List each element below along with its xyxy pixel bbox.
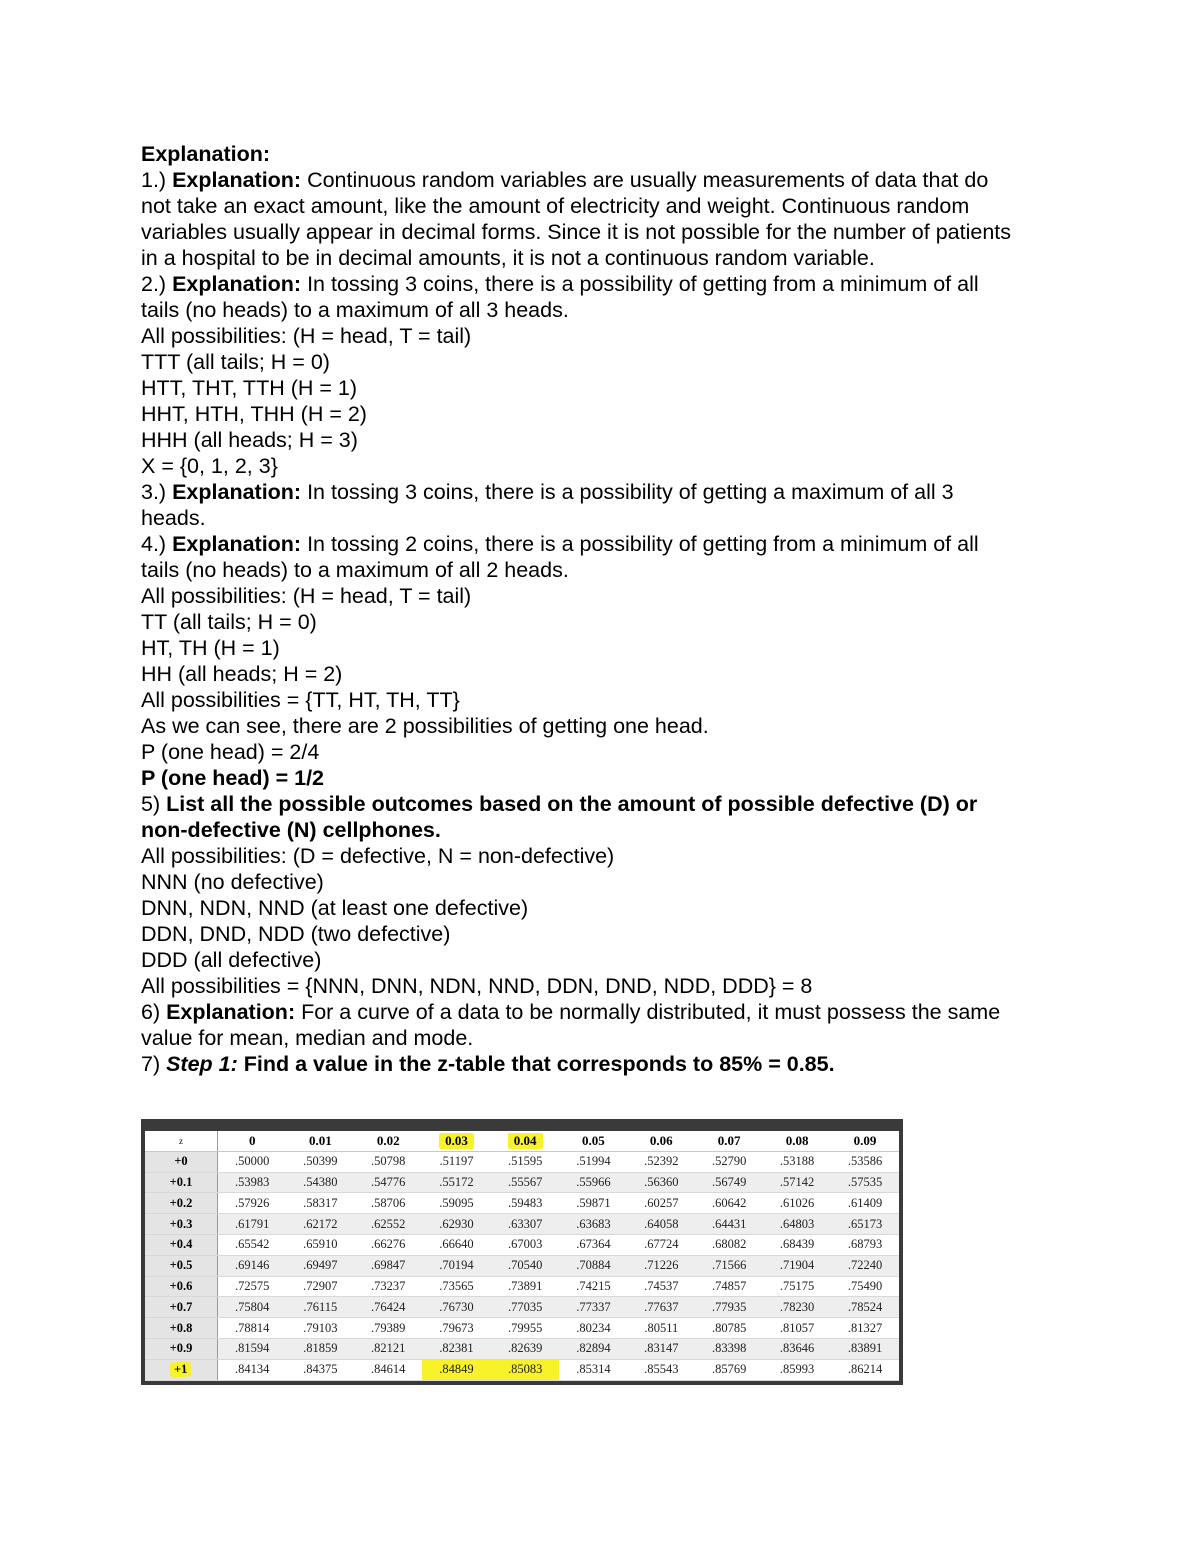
- row-header-label: +0.7: [169, 1299, 193, 1314]
- text-segment: HH (all heads; H = 2): [141, 662, 343, 686]
- z-table-cell: .70540: [491, 1255, 560, 1276]
- z-table-row-header: [145, 1338, 218, 1359]
- text-segment-bold: [166, 1052, 238, 1076]
- z-table-row-header: [145, 1234, 218, 1255]
- z-table-row-header: [145, 1172, 218, 1193]
- text-line: [141, 921, 1071, 947]
- z-table-cell: .61791: [218, 1214, 287, 1235]
- z-table-cell: .52392: [627, 1151, 695, 1172]
- text-segment: not take an exact amount, like the amount of electricity and weight. Continuous random: [141, 194, 970, 218]
- text-line: [141, 219, 1071, 245]
- text-line: [141, 609, 1071, 635]
- z-table-cell: .62172: [286, 1214, 354, 1235]
- z-table-column-header: [559, 1131, 627, 1151]
- column-header-label: 0.01: [308, 1132, 332, 1148]
- z-table-row: [145, 1151, 899, 1172]
- z-table-cell: .83398: [695, 1338, 763, 1359]
- text-line: [141, 661, 1071, 687]
- z-table-cell: .68082: [695, 1234, 763, 1255]
- z-table-cell: .78230: [763, 1297, 831, 1318]
- z-table-row-header: [145, 1359, 218, 1380]
- z-table-cell: .72907: [286, 1276, 354, 1297]
- text-segment: DDD (all defective): [141, 948, 322, 972]
- text-segment: All possibilities = {TT, HT, TH, TT}: [141, 688, 460, 712]
- text-segment: heads.: [141, 506, 206, 530]
- text-segment: in a hospital to be in decimal amounts, it is not a continuous random variable.: [141, 246, 875, 270]
- text-line: [141, 765, 1071, 791]
- z-table-cell: .86214: [831, 1359, 899, 1380]
- column-header-label: 0.06: [649, 1132, 673, 1148]
- column-header-label: 0.07: [717, 1132, 741, 1148]
- text-segment: HHT, HTH, THH (H = 2): [141, 402, 367, 426]
- z-table-cell: .85314: [559, 1359, 627, 1380]
- text-line: [141, 323, 1071, 349]
- z-table-row: [145, 1359, 899, 1380]
- z-table-cell: .82894: [559, 1338, 627, 1359]
- z-table-row: [145, 1214, 899, 1235]
- z-table-cell: .66276: [354, 1234, 422, 1255]
- z-table-cell: .70194: [422, 1255, 491, 1276]
- text-segment-bold: Explanation:: [172, 480, 302, 504]
- text-line: [141, 687, 1071, 713]
- text-segment-bold: Explanation:: [166, 1000, 296, 1024]
- z-table-cell: .61026: [763, 1193, 831, 1214]
- text-line: [141, 557, 1071, 583]
- text-line: [141, 999, 1071, 1025]
- z-table-body: [145, 1151, 899, 1380]
- z-table-cell: .63307: [491, 1214, 560, 1235]
- z-table-cell: .76115: [286, 1297, 354, 1318]
- z-table-image: [141, 1119, 903, 1385]
- row-header-label: +0: [174, 1154, 188, 1169]
- z-table-cell: .57926: [218, 1193, 287, 1214]
- z-table-cell: .77337: [559, 1297, 627, 1318]
- z-table: [145, 1131, 899, 1381]
- z-table-cell: .82381: [422, 1338, 491, 1359]
- z-table-cell: .79103: [286, 1318, 354, 1339]
- text-segment: 5): [141, 792, 167, 816]
- text-line: [141, 141, 1071, 167]
- text-segment-bold: Explanation:: [141, 142, 271, 166]
- z-table-cell: .65542: [218, 1234, 287, 1255]
- z-table-cell: .78524: [831, 1297, 899, 1318]
- z-table-column-header: [218, 1131, 287, 1151]
- z-table-cell: .58317: [286, 1193, 354, 1214]
- z-table-row-header: [145, 1193, 218, 1214]
- text-segment-bold: Explanation:: [172, 272, 302, 296]
- z-table-cell: .72240: [831, 1255, 899, 1276]
- z-table-cell: .59483: [491, 1193, 560, 1214]
- z-table-row-header: [145, 1214, 218, 1235]
- z-table-cell: .67724: [627, 1234, 695, 1255]
- z-table-cell: .77035: [491, 1297, 560, 1318]
- z-table-cell: .82639: [491, 1338, 560, 1359]
- z-table-cell: .50798: [354, 1151, 422, 1172]
- z-table-cell: .80234: [559, 1318, 627, 1339]
- z-table-corner: z: [145, 1131, 218, 1151]
- z-table-cell: .81057: [763, 1318, 831, 1339]
- text-segment: Step 1:: [166, 1052, 238, 1076]
- z-table-column-header: [491, 1131, 560, 1151]
- z-table-row: [145, 1338, 899, 1359]
- z-table-cell: .74215: [559, 1276, 627, 1297]
- z-table-cell: .85543: [627, 1359, 695, 1380]
- z-table-cell: .60257: [627, 1193, 695, 1214]
- z-table-cell: .77935: [695, 1297, 763, 1318]
- z-table-cell: .76424: [354, 1297, 422, 1318]
- row-header-label: +0.2: [169, 1195, 193, 1210]
- z-table-cell: .80785: [695, 1318, 763, 1339]
- z-table-row: [145, 1234, 899, 1255]
- z-table-cell: .55172: [422, 1172, 491, 1193]
- text-segment: X = {0, 1, 2, 3}: [141, 454, 278, 478]
- z-table-row: [145, 1318, 899, 1339]
- z-table-row-header: [145, 1276, 218, 1297]
- text-segment: In tossing 2 coins, there is a possibility of getting from a minimum of all: [301, 532, 979, 556]
- text-segment-bold: Find a value in the z-table that corresponds to 85% = 0.85.: [237, 1052, 835, 1076]
- z-table-cell: .72575: [218, 1276, 287, 1297]
- z-table-cell: .62930: [422, 1214, 491, 1235]
- z-table-cell: .85993: [763, 1359, 831, 1380]
- z-table-cell: .71904: [763, 1255, 831, 1276]
- row-header-label: +0.8: [169, 1320, 193, 1335]
- z-table-cell: .84614: [354, 1359, 422, 1380]
- text-segment: As we can see, there are 2 possibilities of getting one head.: [141, 714, 709, 738]
- text-segment: All possibilities: (H = head, T = tail): [141, 584, 472, 608]
- text-segment: P (one head) = 2/4: [141, 740, 320, 764]
- z-table-cell: .69497: [286, 1255, 354, 1276]
- z-table-cell: .65173: [831, 1214, 899, 1235]
- text-segment: All possibilities = {NNN, DNN, NDN, NND, DDN, DND, NDD, DDD} = 8: [141, 974, 813, 998]
- z-table-cell: .81327: [831, 1318, 899, 1339]
- z-table-cell: .63683: [559, 1214, 627, 1235]
- z-table-cell: .52790: [695, 1151, 763, 1172]
- z-table-cell: .57535: [831, 1172, 899, 1193]
- text-segment: 7): [141, 1052, 167, 1076]
- z-table-column-header: [831, 1131, 899, 1151]
- z-table-cell: .64431: [695, 1214, 763, 1235]
- row-header-label: +1: [170, 1362, 192, 1378]
- text-line: [141, 973, 1071, 999]
- z-table-top-bar: [145, 1123, 899, 1131]
- z-table-cell: .81594: [218, 1338, 287, 1359]
- z-table-cell: .53188: [763, 1151, 831, 1172]
- z-table-cell: .70884: [559, 1255, 627, 1276]
- text-segment: In tossing 3 coins, there is a possibility of getting a maximum of all 3: [301, 480, 954, 504]
- text-segment: tails (no heads) to a maximum of all 3 heads.: [141, 298, 569, 322]
- z-table-cell: .50000: [218, 1151, 287, 1172]
- row-header-label: +0.1: [169, 1174, 193, 1189]
- text-segment: All possibilities: (D = defective, N = non-defective): [141, 844, 615, 868]
- z-table-cell: .55567: [491, 1172, 560, 1193]
- text-line: [141, 895, 1071, 921]
- row-header-label: +0.5: [169, 1258, 193, 1273]
- text-line: [141, 479, 1071, 505]
- column-header-label: 0.04: [508, 1133, 543, 1149]
- text-line: [141, 401, 1071, 427]
- z-table-cell: .75175: [763, 1276, 831, 1297]
- text-line: [141, 271, 1071, 297]
- text-segment: TT (all tails; H = 0): [141, 610, 317, 634]
- z-table-cell: .74857: [695, 1276, 763, 1297]
- z-table-cell: .71566: [695, 1255, 763, 1276]
- text-segment-bold: Explanation:: [172, 168, 302, 192]
- text-segment: For a curve of a data to be normally distributed, it must possess the same: [295, 1000, 1001, 1024]
- text-segment: value for mean, median and mode.: [141, 1026, 474, 1050]
- z-table-cell: .65910: [286, 1234, 354, 1255]
- z-table-row-header: [145, 1151, 218, 1172]
- text-line: [141, 791, 1071, 817]
- text-segment: DNN, NDN, NND (at least one defective): [141, 896, 529, 920]
- z-table-cell: .83646: [763, 1338, 831, 1359]
- z-table-cell: .66640: [422, 1234, 491, 1255]
- text-line: [141, 869, 1071, 895]
- text-segment: tails (no heads) to a maximum of all 2 heads.: [141, 558, 569, 582]
- text-line: [141, 1051, 1071, 1077]
- z-table-cell: .84375: [286, 1359, 354, 1380]
- z-table-row: [145, 1193, 899, 1214]
- z-table-cell: .73237: [354, 1276, 422, 1297]
- z-table-row: [145, 1297, 899, 1318]
- z-table-cell: .79389: [354, 1318, 422, 1339]
- z-table-cell: .85769: [695, 1359, 763, 1380]
- z-table-cell: .69146: [218, 1255, 287, 1276]
- z-table-cell: .55966: [559, 1172, 627, 1193]
- z-table-column-header: [763, 1131, 831, 1151]
- text-line: [141, 375, 1071, 401]
- z-table-cell: .68793: [831, 1234, 899, 1255]
- text-segment: DDN, DND, NDD (two defective): [141, 922, 451, 946]
- z-table-cell: .59095: [422, 1193, 491, 1214]
- z-table-row-header: [145, 1318, 218, 1339]
- z-table-row-header: [145, 1255, 218, 1276]
- z-table-cell: .68439: [763, 1234, 831, 1255]
- text-line: [141, 349, 1071, 375]
- z-table-cell: .78814: [218, 1318, 287, 1339]
- text-segment: All possibilities: (H = head, T = tail): [141, 324, 472, 348]
- text-line: [141, 713, 1071, 739]
- text-segment: HHH (all heads; H = 3): [141, 428, 358, 452]
- z-table-cell: .64803: [763, 1214, 831, 1235]
- text-line: [141, 817, 1071, 843]
- column-header-label: 0.05: [582, 1132, 605, 1148]
- z-table-cell: .58706: [354, 1193, 422, 1214]
- row-header-label: +0.6: [169, 1278, 193, 1293]
- z-table-cell: .76730: [422, 1297, 491, 1318]
- z-table-cell: .53586: [831, 1151, 899, 1172]
- text-segment: Continuous random variables are usually measurements of data that do: [301, 168, 989, 192]
- text-segment: variables usually appear in decimal forms. Since it is not possible for the number of patients: [141, 220, 1011, 244]
- z-table-cell: .82121: [354, 1338, 422, 1359]
- row-header-label: +0.9: [169, 1341, 193, 1356]
- z-table-cell: .71226: [627, 1255, 695, 1276]
- z-table-cell: .54380: [286, 1172, 354, 1193]
- z-table-cell: .53983: [218, 1172, 287, 1193]
- z-table-cell: .79955: [491, 1318, 560, 1339]
- z-table-cell: .56360: [627, 1172, 695, 1193]
- column-header-label: 0.09: [853, 1132, 877, 1148]
- column-header-label: 0.02: [376, 1132, 400, 1148]
- z-table-cell: .84849: [422, 1359, 491, 1380]
- z-table-cell: .83147: [627, 1338, 695, 1359]
- text-segment: 3.): [141, 480, 173, 504]
- text-segment-bold: Explanation:: [172, 532, 302, 556]
- z-table-row: [145, 1276, 899, 1297]
- z-table-cell: .84134: [218, 1359, 287, 1380]
- z-table-row: [145, 1172, 899, 1193]
- text-line: [141, 193, 1071, 219]
- text-segment-bold: P (one head) = 1/2: [141, 766, 325, 790]
- z-table-cell: .64058: [627, 1214, 695, 1235]
- row-header-label: +0.3: [169, 1216, 193, 1231]
- text-segment: HTT, THT, TTH (H = 1): [141, 376, 358, 400]
- text-segment: TTT (all tails; H = 0): [141, 350, 330, 374]
- column-header-label: 0.03: [439, 1133, 474, 1149]
- text-segment-bold: non-defective (N) cellphones.: [141, 818, 441, 842]
- text-segment: NNN (no defective): [141, 870, 324, 894]
- text-line: [141, 167, 1071, 193]
- z-table-column-header: [354, 1131, 422, 1151]
- text-segment: HT, TH (H = 1): [141, 636, 280, 660]
- z-table-cell: .61409: [831, 1193, 899, 1214]
- document-body: [141, 141, 1071, 1077]
- z-table-cell: .83891: [831, 1338, 899, 1359]
- z-table-cell: .50399: [286, 1151, 354, 1172]
- column-header-label: 0.08: [785, 1132, 809, 1148]
- z-table-cell: .73891: [491, 1276, 560, 1297]
- text-segment: In tossing 3 coins, there is a possibility of getting from a minimum of all: [301, 272, 979, 296]
- z-table-cell: .54776: [354, 1172, 422, 1193]
- text-line: [141, 245, 1071, 271]
- z-table-column-header: [695, 1131, 763, 1151]
- z-table-header-row: [145, 1131, 899, 1151]
- z-table-cell: .67003: [491, 1234, 560, 1255]
- text-line: [141, 531, 1071, 557]
- text-line: [141, 583, 1071, 609]
- z-table-cell: .57142: [763, 1172, 831, 1193]
- text-line: [141, 1025, 1071, 1051]
- text-segment-bold: List all the possible outcomes based on the amount of possible defective (D) or: [166, 792, 978, 816]
- z-table-cell: .56749: [695, 1172, 763, 1193]
- z-table-cell: .59871: [559, 1193, 627, 1214]
- z-table-cell: .85083: [491, 1359, 560, 1380]
- z-table-cell: .79673: [422, 1318, 491, 1339]
- z-table-cell: .80511: [627, 1318, 695, 1339]
- text-line: [141, 427, 1071, 453]
- text-segment: 6): [141, 1000, 167, 1024]
- text-segment: 2.): [141, 272, 173, 296]
- text-line: [141, 453, 1071, 479]
- z-table-cell: .51197: [422, 1151, 491, 1172]
- z-table-column-header: [422, 1131, 491, 1151]
- z-table-row-header: [145, 1297, 218, 1318]
- z-table-cell: .67364: [559, 1234, 627, 1255]
- text-line: [141, 843, 1071, 869]
- text-line: [141, 947, 1071, 973]
- z-table-cell: .60642: [695, 1193, 763, 1214]
- z-table-cell: .62552: [354, 1214, 422, 1235]
- z-table-cell: .74537: [627, 1276, 695, 1297]
- text-segment: 4.): [141, 532, 173, 556]
- row-header-label: +0.4: [169, 1237, 193, 1252]
- z-table-cell: .51994: [559, 1151, 627, 1172]
- z-table-column-header: [286, 1131, 354, 1151]
- text-line: [141, 297, 1071, 323]
- z-table-cell: .69847: [354, 1255, 422, 1276]
- z-table-cell: .75804: [218, 1297, 287, 1318]
- text-line: [141, 739, 1071, 765]
- z-table-column-header: [627, 1131, 695, 1151]
- z-table-cell: .51595: [491, 1151, 560, 1172]
- text-segment: 1.): [141, 168, 173, 192]
- z-table-cell: .81859: [286, 1338, 354, 1359]
- z-table-cell: .73565: [422, 1276, 491, 1297]
- z-table-row: [145, 1255, 899, 1276]
- z-table-cell: .75490: [831, 1276, 899, 1297]
- text-line: [141, 635, 1071, 661]
- z-table-cell: .77637: [627, 1297, 695, 1318]
- column-header-label: 0: [248, 1132, 256, 1148]
- text-line: [141, 505, 1071, 531]
